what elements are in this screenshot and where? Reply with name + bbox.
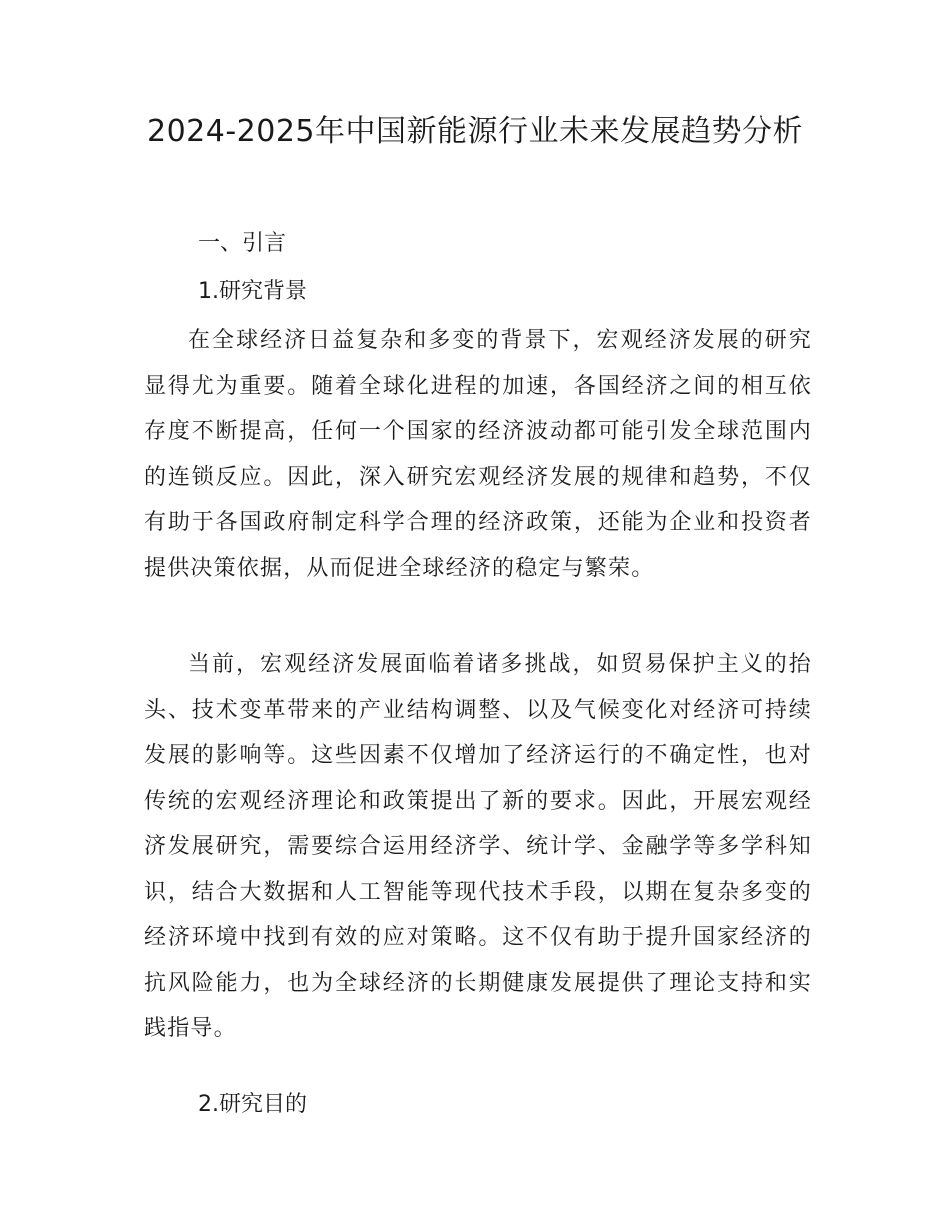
subsection-heading-background: 1.研究背景 <box>198 279 307 304</box>
subsection-heading-purpose: 2.研究目的 <box>198 1092 307 1117</box>
section-heading-introduction: 一、引言 <box>198 231 287 256</box>
document-title: 2024-2025年中国新能源行业未来发展趋势分析 <box>146 114 804 149</box>
paragraph-background-2: 当前，宏观经济发展面临着诸多挑战，如贸易保护主义的抬头、技术变革带来的产业结构调整、以及气候变化对经济可持续发展的影响等。这些因素不仅增加了经济运行的不确定性，也对传统的宏观经济理论和政策提出了新的要求。因此，开展宏观经济发展研究，需要综合运用经济学、统计学、金融学等多学科知识，结合大数据和人工智能等现代技术手段，以期在复杂多变的经济环境中找到有效的应对策略。这不仅有助于提升国家经济的抗风险能力，也为全球经济的长期健康发展提供了理论支持和实践指导。 <box>144 652 812 1041</box>
paragraph-background-1: 在全球经济日益复杂和多变的背景下，宏观经济发展的研究显得尤为重要。随着全球化进程的加速，各国经济之间的相互依存度不断提高，任何一个国家的经济波动都可能引发全球范围内的连锁反应。因此，深入研究宏观经济发展的规律和趋势，不仅有助于各国政府制定科学合理的经济政策，还能为企业和投资者提供决策依据，从而促进全球经济的稳定与繁荣。 <box>144 328 812 581</box>
